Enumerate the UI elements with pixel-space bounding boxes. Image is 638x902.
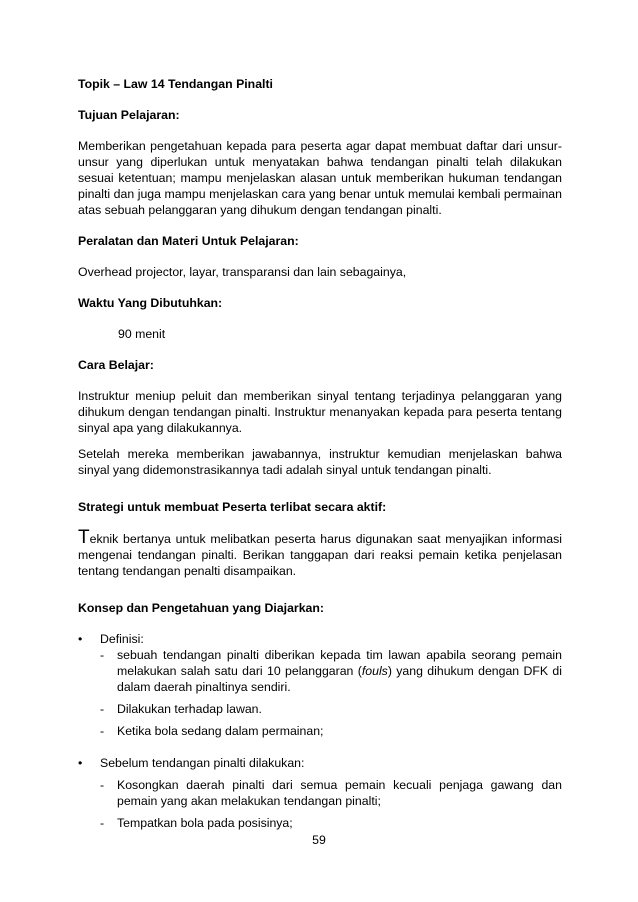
dash-text: Ketika bola sedang dalam permainan; — [117, 724, 324, 738]
peralatan-heading: Peralatan dan Materi Untuk Pelajaran: — [78, 234, 299, 248]
topic-title: Topik – Law 14 Tendangan Pinalti — [78, 77, 273, 91]
waktu-heading: Waktu Yang Dibutuhkan: — [78, 296, 223, 310]
bullet-icon: • — [78, 632, 83, 646]
bullet-item-definisi — [78, 631, 562, 739]
dash-icon: - — [100, 816, 105, 830]
waktu-text: 90 menit — [118, 327, 166, 341]
dash-icon: - — [100, 778, 105, 792]
strategi-text-rest: eknik bertanya untuk melibatkan peserta harus digunakan saat menyajikan informasi mengenai tendangan pinalti. Berikan tanggapan dari reaksi pemain ketika penjelasan tentang tendangan penalti disampaikan. — [78, 532, 562, 578]
bullet-title: Definisi: — [100, 632, 144, 646]
page-number: 59 — [312, 833, 326, 847]
dash-item — [100, 723, 562, 739]
drop-cap: T — [78, 527, 90, 548]
dash-icon: - — [100, 702, 105, 716]
tujuan-heading: Tujuan Pelajaran: — [78, 108, 180, 122]
strategi-heading: Strategi untuk membuat Peserta terlibat secara aktif: — [78, 500, 387, 514]
dash-icon: - — [100, 648, 105, 662]
document-page — [78, 76, 562, 831]
dash-text: Tempatkan bola pada posisinya; — [117, 816, 293, 830]
cara-paragraph-2: Setelah mereka memberikan jawabannya, instruktur kemudian menjelaskan bahwa sinyal yang didemonstrasikannya tadi adalah sinyal untuk tendangan pinalti. — [78, 447, 562, 477]
tujuan-text: Memberikan pengetahuan kepada para peserta agar dapat membuat daftar dari unsur-unsur yang diperlukan untuk menyatakan bahwa tendangan pinalti telah dilakukan sesuai ketentuan; mampu menjelaskan alasan untuk memberikan hukuman tendangan pinalti dan juga mampu menjelaskan cara yang benar untuk memulai kembali permainan atas sebuah pelanggaran yang dihukum dengan tendangan pinalti. — [78, 139, 562, 217]
dash-item — [100, 701, 562, 717]
dash-text: Dilakukan terhadap lawan. — [117, 702, 262, 716]
cara-heading: Cara Belajar: — [78, 358, 154, 372]
dash-icon: - — [100, 724, 105, 738]
bullet-icon: • — [78, 756, 83, 770]
dash-item — [100, 647, 562, 695]
dash-text: sebuah tendangan pinalti diberikan kepada tim lawan apabila seorang pemain melakukan salah satu dari 10 pelanggaran (fouls) yang dihukum dengan DFK di dalam daerah pinaltinya sendiri. — [117, 648, 562, 694]
dash-text: Kosongkan daerah pinalti dari semua pemain kecuali penjaga gawang dan pemain yang akan melakukan tendangan pinalti; — [117, 778, 562, 808]
bullet-item-sebelum — [78, 755, 562, 831]
strategi-text — [78, 527, 562, 579]
peralatan-text: Overhead projector, layar, transparansi dan lain sebagainya, — [78, 265, 407, 279]
cara-paragraph-1: Instruktur meniup peluit dan memberikan sinyal tentang terjadinya pelanggaran yang dihukum dengan tendangan pinalti. Instruktur menanyakan kepada para peserta tentang sinyal apa yang dilakukannya. — [78, 389, 562, 435]
dash-item — [100, 777, 562, 809]
dash-item — [100, 815, 562, 831]
konsep-heading: Konsep dan Pengetahuan yang Diajarkan: — [78, 601, 324, 615]
bullet-title: Sebelum tendangan pinalti dilakukan: — [100, 756, 305, 770]
